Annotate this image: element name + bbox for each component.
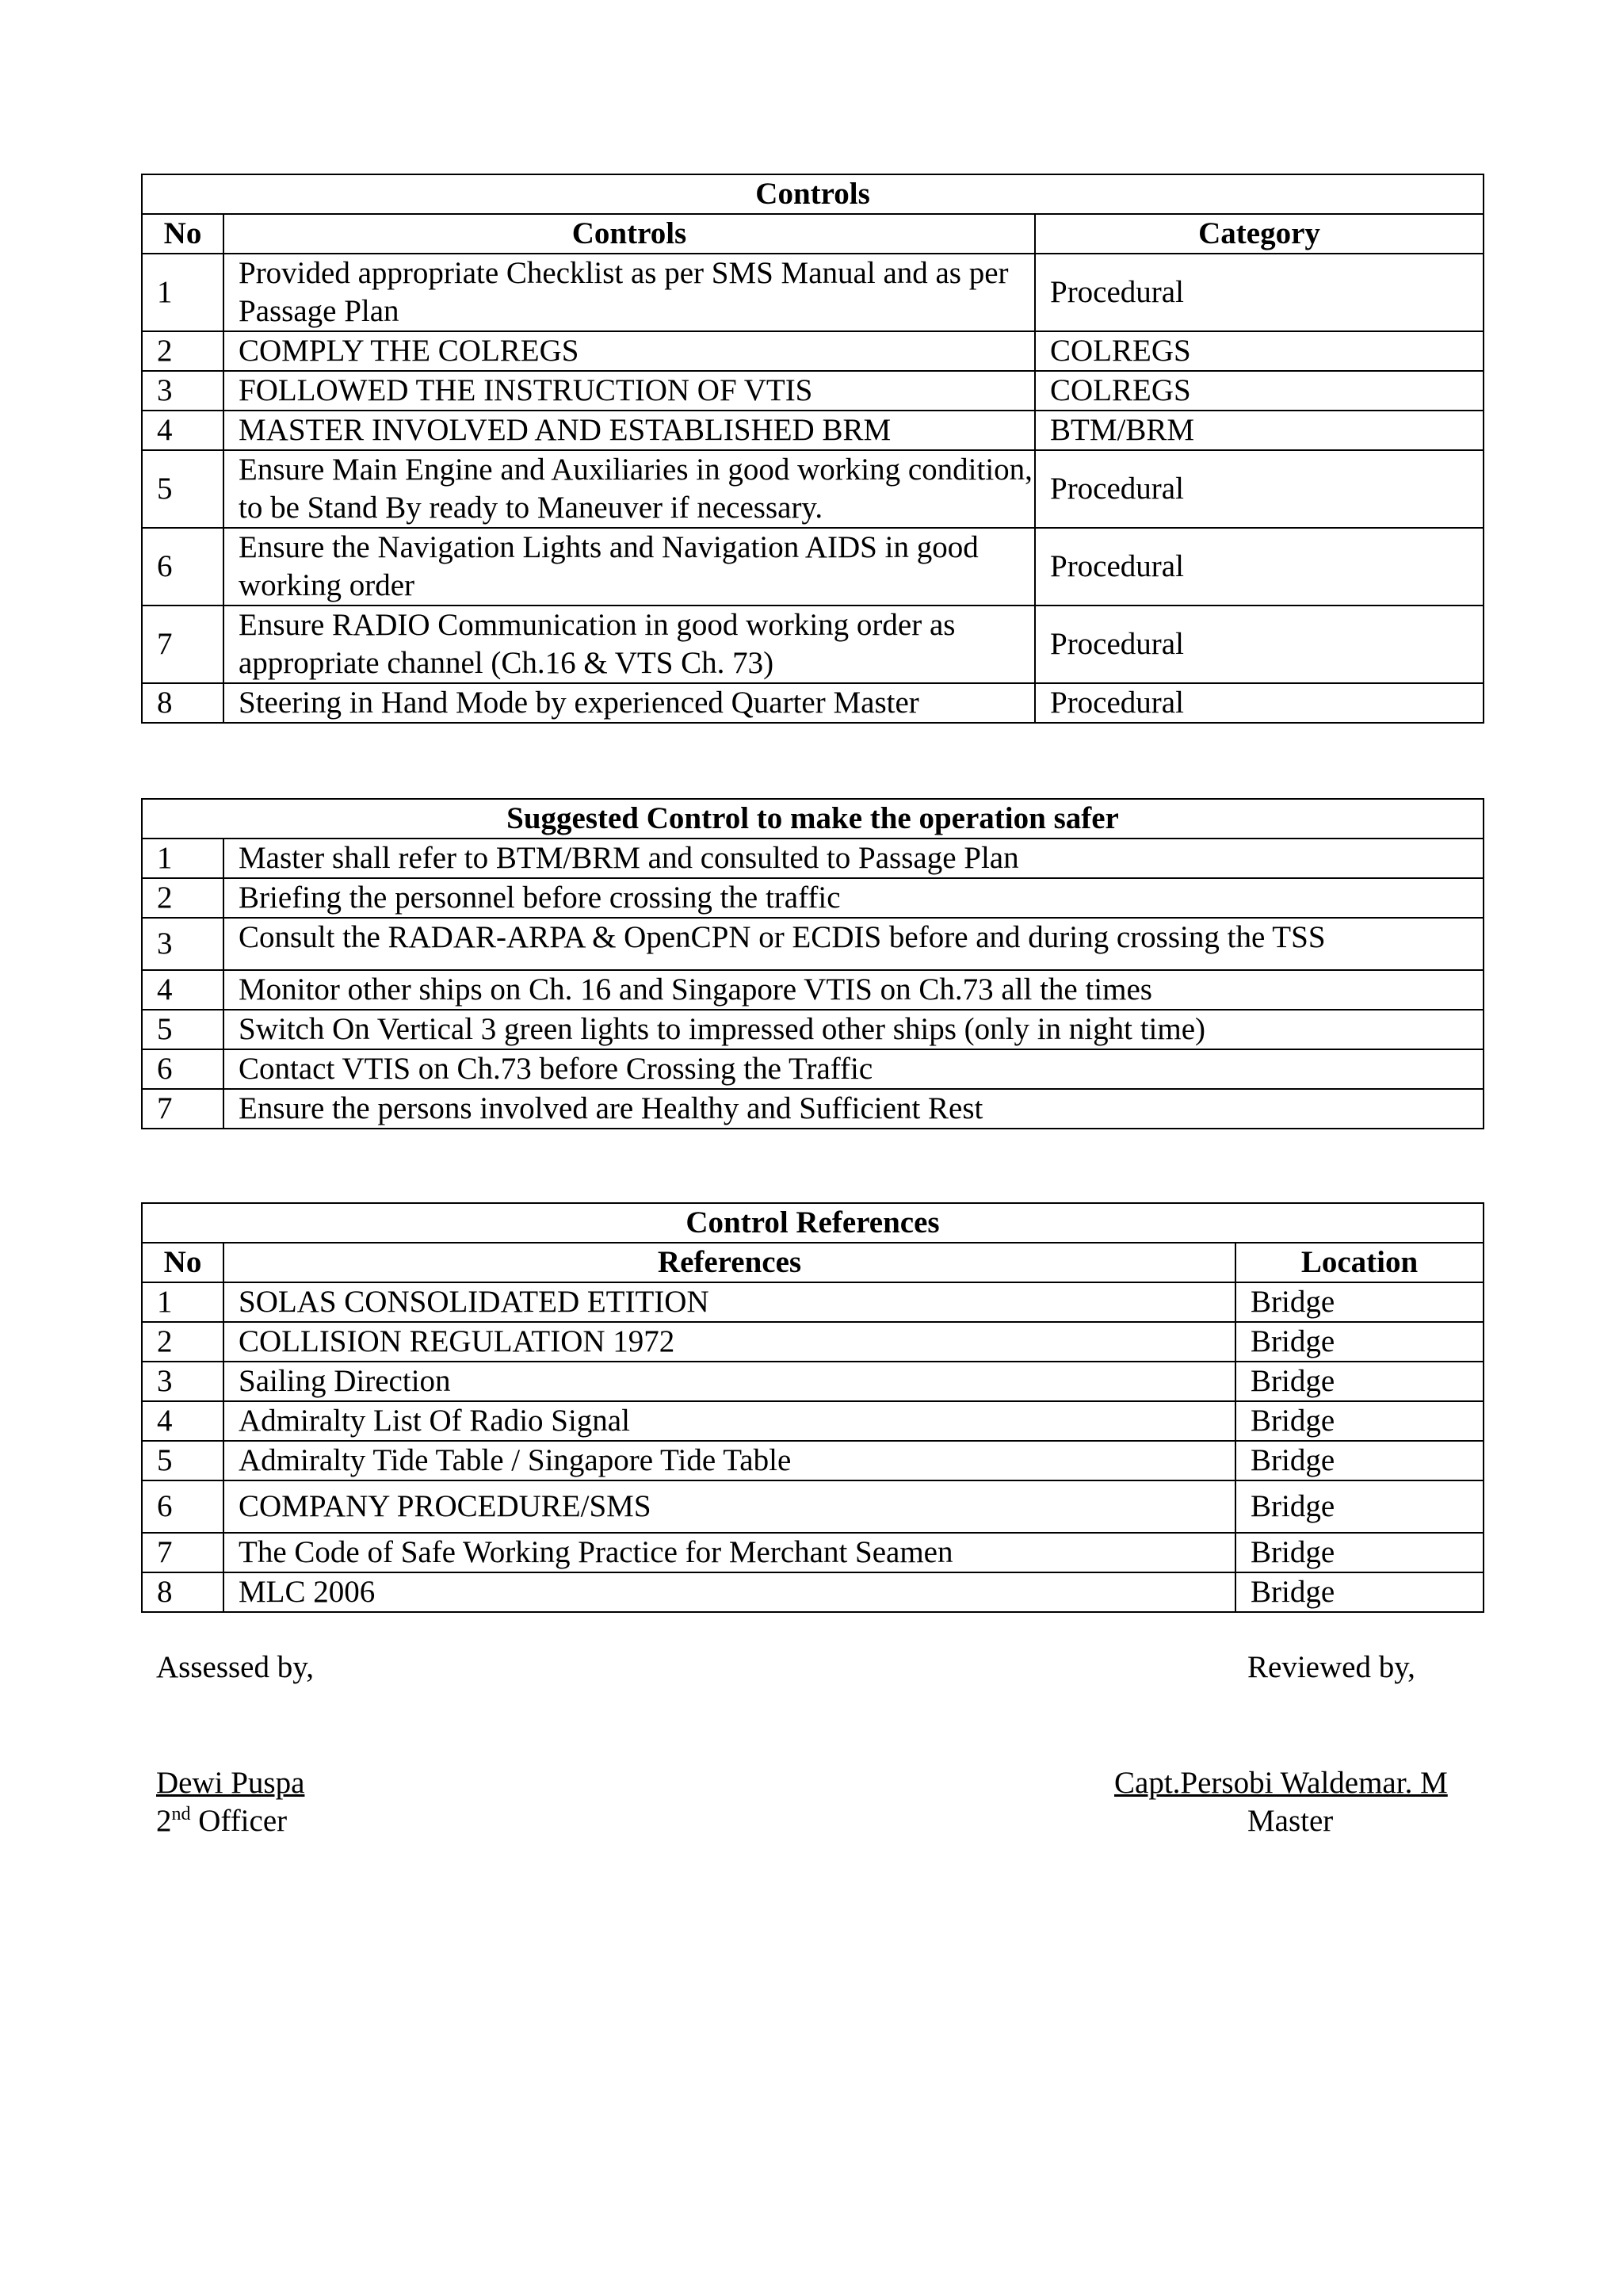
table-row: [142, 1282, 1484, 1322]
controls-header-category: Category: [1035, 214, 1484, 254]
row-number: 6: [142, 1480, 223, 1533]
control-category: COLREGS: [1035, 331, 1484, 371]
table-row: [142, 878, 1484, 918]
reviewer-name: Capt.Persobi Waldemar. M: [1114, 1766, 1448, 1800]
suggested-title-row: [142, 799, 1484, 839]
row-number: 8: [142, 683, 223, 723]
table-row: [142, 683, 1484, 723]
control-category: Procedural: [1035, 450, 1484, 528]
row-number: 6: [142, 528, 223, 606]
row-number: 7: [142, 1089, 223, 1129]
control-text: COMPLY THE COLREGS: [223, 331, 1035, 371]
row-number: 7: [142, 1533, 223, 1572]
suggested-text: Switch On Vertical 3 green lights to impressed other ships (only in night time): [223, 1010, 1484, 1049]
references-header-location: Location: [1235, 1243, 1484, 1282]
controls-table: [141, 174, 1484, 724]
table-row: [142, 1049, 1484, 1089]
table-row: [142, 970, 1484, 1010]
table-row: [142, 450, 1484, 528]
table-row: [142, 606, 1484, 683]
table-row: [142, 254, 1484, 331]
reviewer-rank: Master: [1247, 1804, 1334, 1838]
row-number: 7: [142, 606, 223, 683]
row-number: 1: [142, 839, 223, 878]
control-text: Steering in Hand Mode by experienced Quarter Master: [223, 683, 1035, 723]
row-number: 5: [142, 1441, 223, 1480]
control-category: Procedural: [1035, 683, 1484, 723]
suggested-text: Contact VTIS on Ch.73 before Crossing the Traffic: [223, 1049, 1484, 1089]
suggested-text: Monitor other ships on Ch. 16 and Singapore VTIS on Ch.73 all the times: [223, 970, 1484, 1010]
reference-text: COLLISION REGULATION 1972: [223, 1322, 1235, 1362]
reference-location: Bridge: [1235, 1480, 1484, 1533]
table-row: [142, 411, 1484, 450]
control-category: Procedural: [1035, 528, 1484, 606]
control-category: BTM/BRM: [1035, 411, 1484, 450]
table-row: [142, 1572, 1484, 1612]
row-number: 3: [142, 918, 223, 970]
control-text: FOLLOWED THE INSTRUCTION OF VTIS: [223, 371, 1035, 411]
table-row: [142, 918, 1484, 970]
assessed-by-label: Assessed by,: [156, 1650, 314, 1684]
control-category: Procedural: [1035, 254, 1484, 331]
references-header-no: No: [142, 1243, 223, 1282]
controls-header-controls: Controls: [223, 214, 1035, 254]
reference-location: Bridge: [1235, 1572, 1484, 1612]
suggested-title: Suggested Control to make the operation safer: [142, 799, 1484, 839]
table-row: [142, 1480, 1484, 1533]
controls-header-no: No: [142, 214, 223, 254]
reference-location: Bridge: [1235, 1401, 1484, 1441]
reference-location: Bridge: [1235, 1282, 1484, 1322]
assessor-rank-suffix: nd: [171, 1804, 191, 1824]
control-text: MASTER INVOLVED AND ESTABLISHED BRM: [223, 411, 1035, 450]
references-title-row: [142, 1203, 1484, 1243]
assessor-rank-title: Officer: [190, 1804, 288, 1838]
controls-title-row: [142, 174, 1484, 214]
reference-text: COMPANY PROCEDURE/SMS: [223, 1480, 1235, 1533]
table-row: [142, 1401, 1484, 1441]
references-header-references: References: [223, 1243, 1235, 1282]
reference-text: MLC 2006: [223, 1572, 1235, 1612]
row-number: 1: [142, 1282, 223, 1322]
table-row: [142, 371, 1484, 411]
assessor-rank-number: 2: [156, 1804, 172, 1838]
reference-text: Admiralty Tide Table / Singapore Tide Table: [223, 1441, 1235, 1480]
table-row: [142, 1362, 1484, 1401]
suggested-text: Consult the RADAR-ARPA & OpenCPN or ECDIS before and during crossing the TSS: [223, 918, 1484, 970]
table-row: [142, 1441, 1484, 1480]
control-text: Ensure the Navigation Lights and Navigation AIDS in good working order: [223, 528, 1035, 606]
control-text: Ensure Main Engine and Auxiliaries in good working condition, to be Stand By ready to Maneuver if necessary.: [223, 450, 1035, 528]
row-number: 1: [142, 254, 223, 331]
references-header-row: [142, 1243, 1484, 1282]
row-number: 2: [142, 1322, 223, 1362]
reference-text: Admiralty List Of Radio Signal: [223, 1401, 1235, 1441]
reference-text: Sailing Direction: [223, 1362, 1235, 1401]
row-number: 6: [142, 1049, 223, 1089]
suggested-text: Ensure the persons involved are Healthy and Sufficient Rest: [223, 1089, 1484, 1129]
row-number: 3: [142, 1362, 223, 1401]
row-number: 4: [142, 970, 223, 1010]
row-number: 5: [142, 1010, 223, 1049]
reference-location: Bridge: [1235, 1533, 1484, 1572]
assessor-rank: [156, 1802, 287, 1840]
controls-header-row: [142, 214, 1484, 254]
table-row: [142, 1089, 1484, 1129]
row-number: 2: [142, 878, 223, 918]
reviewed-by-label: Reviewed by,: [1247, 1650, 1415, 1684]
table-row: [142, 1533, 1484, 1572]
reference-text: SOLAS CONSOLIDATED ETITION: [223, 1282, 1235, 1322]
row-number: 3: [142, 371, 223, 411]
table-row: [142, 528, 1484, 606]
reference-text: The Code of Safe Working Practice for Merchant Seamen: [223, 1533, 1235, 1572]
row-number: 2: [142, 331, 223, 371]
row-number: 5: [142, 450, 223, 528]
control-text: Ensure RADIO Communication in good working order as appropriate channel (Ch.16 & VTS Ch. 73): [223, 606, 1035, 683]
table-row: [142, 331, 1484, 371]
row-number: 4: [142, 411, 223, 450]
reference-location: Bridge: [1235, 1362, 1484, 1401]
table-row: [142, 1010, 1484, 1049]
control-references-table: [141, 1202, 1484, 1613]
row-number: 8: [142, 1572, 223, 1612]
reference-location: Bridge: [1235, 1322, 1484, 1362]
suggested-text: Briefing the personnel before crossing the traffic: [223, 878, 1484, 918]
references-title: Control References: [142, 1203, 1484, 1243]
reference-location: Bridge: [1235, 1441, 1484, 1480]
control-category: Procedural: [1035, 606, 1484, 683]
assessor-name: Dewi Puspa: [156, 1766, 305, 1800]
control-text: Provided appropriate Checklist as per SMS Manual and as per Passage Plan: [223, 254, 1035, 331]
suggested-text: Master shall refer to BTM/BRM and consulted to Passage Plan: [223, 839, 1484, 878]
table-row: [142, 839, 1484, 878]
table-row: [142, 1322, 1484, 1362]
controls-title: Controls: [142, 174, 1484, 214]
suggested-control-table: [141, 798, 1484, 1129]
control-category: COLREGS: [1035, 371, 1484, 411]
row-number: 4: [142, 1401, 223, 1441]
